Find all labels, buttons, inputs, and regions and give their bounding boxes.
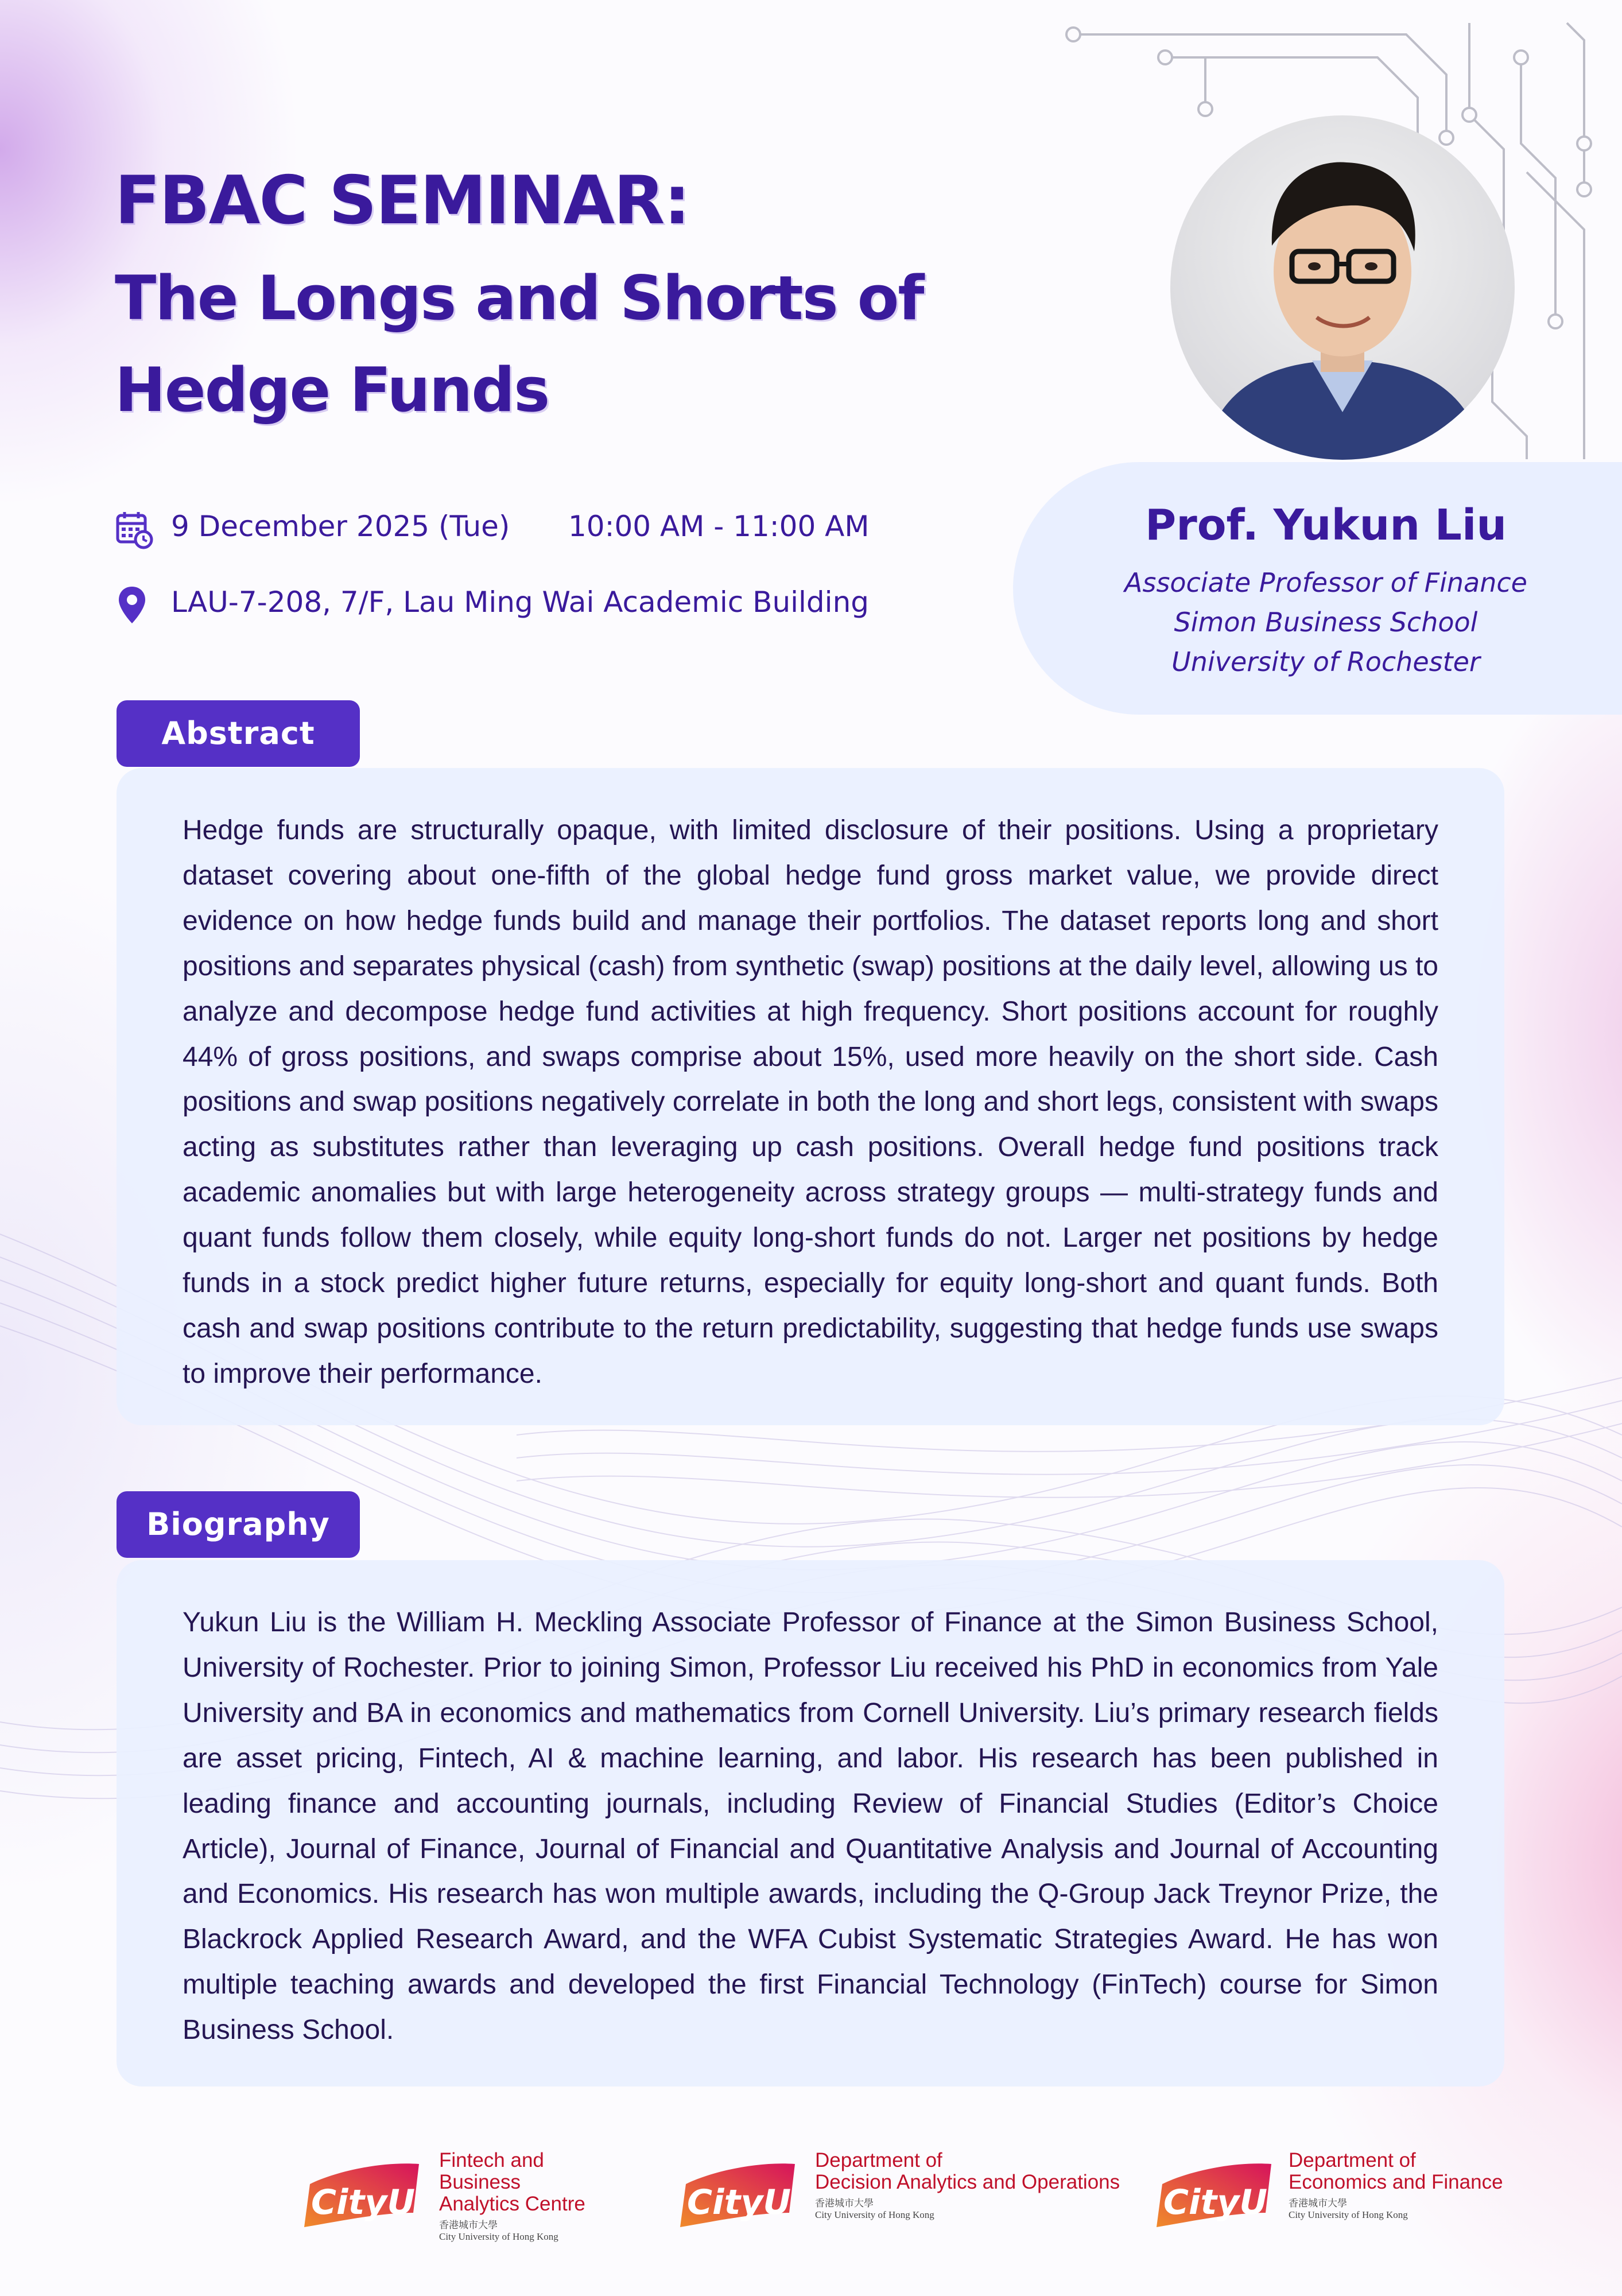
logo-fintech-centre <box>298 2149 620 2242</box>
speaker-university: University of Rochester <box>1171 646 1480 677</box>
talk-title-line-1: The Longs and Shorts of <box>115 263 923 333</box>
abstract-heading: Abstract <box>117 700 360 767</box>
logo-chinese-name: 香港城市大學 <box>815 2198 874 2209</box>
logo-text-line1: Department of <box>1289 2149 1416 2171</box>
logo-english-small: City University of Hong Kong <box>815 2209 934 2220</box>
event-date: 9 December 2025 (Tue) <box>171 510 510 543</box>
biography-card <box>117 1560 1504 2086</box>
speaker-position: Associate Professor of Finance <box>1124 567 1527 598</box>
logo-economics-finance <box>1151 2150 1564 2236</box>
cityu-wordmark: CityU <box>687 2182 791 2223</box>
logo-text-line1: Fintech and Business <box>439 2149 544 2193</box>
talk-title-line-2: Hedge Funds <box>115 355 549 425</box>
logo-text-line2: Economics and Finance <box>1289 2171 1503 2193</box>
speaker-name: Prof. Yukun Liu <box>1144 501 1507 550</box>
biography-heading: Biography <box>117 1491 360 1558</box>
logo-chinese-name: 香港城市大學 <box>439 2220 498 2231</box>
logo-text-line2: Decision Analytics and Operations <box>815 2171 1120 2193</box>
biography-text: Yukun Liu is the William H. Meckling Associate Professor of Finance at the Simon Business School, University of Rochester. Prior to joining Simon, Professor Liu received his PhD in economics from Yale University and BA in economics and mathematics from Cornell University. Liu’s primary research fields are asset pricing, Fintech, AI & machine learning, and labor. His research has been published in leading finance and accounting journals, including Review of Financial Studies (Editor’s Choice Article), Journal of Finance, Journal of Financial and Quantitative Analysis and Journal of Accounting and Economics. His research has won multiple awards, including the Q-Group Jack Treynor Prize, the Blackrock Applied Research Award, and the WFA Cubist Systematic Strategies Award. He has won multiple teaching awards and developed the first Financial Technology (FinTech) course for Simon Business School. <box>183 1607 1438 2046</box>
cityu-logo-mark <box>298 2150 425 2236</box>
logo-text-line1: Department of <box>815 2149 942 2171</box>
speaker-school: Simon Business School <box>1174 607 1478 638</box>
abstract-text: Hedge funds are structurally opaque, with limited disclosure of their positions. Using a proprietary dataset covering about one-fifth of the global hedge fund gross market value, we provide direct evidence on how hedge funds build and manage their portfolios. The dataset reports long and short positions and separates physical (cash) from synthetic (swap) positions at the daily level, allowing us to analyze and decompose hedge fund activities at high frequency. Short positions account for roughly 44% of gross positions, and swaps comprise about 15%, used more heavily on the short side. Cash positions and swap positions negatively correlate in both the long and short legs, consistent with swaps acting as substitutes rather than leveraging up cash positions. Overall hedge fund positions track academic anomalies but with large heterogeneity across strategy groups — multi-strategy funds and quant funds follow them closely, while equity long-short funds do not. Larger net positions by hedge funds in a stock predict higher future returns, especially for equity long-short and quant funds. Both cash and swap positions contribute to the return predictability, suggesting that hedge funds use swaps to improve their performance. <box>183 815 1438 1389</box>
cityu-logo-mark <box>1151 2150 1277 2236</box>
calendar-icon <box>115 510 155 550</box>
logo-decision-analytics <box>674 2150 1134 2236</box>
logo-english-small: City University of Hong Kong <box>1289 2209 1408 2220</box>
abstract-card <box>117 768 1504 1425</box>
cityu-logo-mark <box>674 2150 801 2236</box>
logo-text-line2: Analytics Centre <box>439 2193 585 2215</box>
event-location: LAU-7-208, 7/F, Lau Ming Wai Academic Building <box>171 585 869 619</box>
cityu-wordmark: CityU <box>311 2182 416 2223</box>
location-pin-icon <box>116 584 148 626</box>
cityu-wordmark: CityU <box>1163 2182 1268 2223</box>
logo-chinese-name: 香港城市大學 <box>1289 2198 1347 2209</box>
logo-english-small: City University of Hong Kong <box>439 2231 558 2242</box>
speaker-photo <box>1169 114 1516 461</box>
event-time: 10:00 AM - 11:00 AM <box>568 510 870 543</box>
seminar-series-title: FBAC SEMINAR: <box>115 162 689 239</box>
